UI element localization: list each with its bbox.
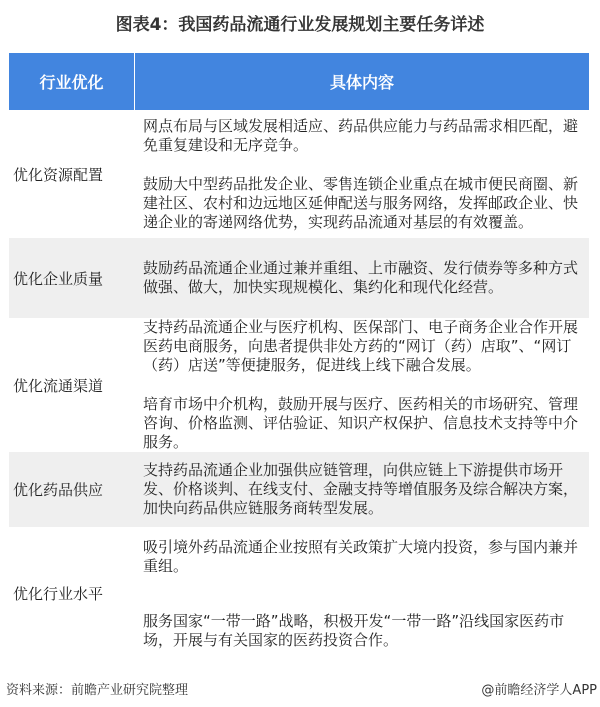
task-table	[9, 53, 589, 660]
row-item: 网点布局与区域发展相适应、药品供应能力与药品需求相匹配，避免重复建设和无序竞争。	[143, 116, 579, 154]
row-category: 优化行业水平	[13, 585, 104, 603]
row-item: 鼓励药品流通企业通过兼并重组、上市融资、发行债券等多种方式做强、做大，加快实现规模化、集约化和现代化经营。	[143, 259, 579, 296]
row-category: 优化流通渠道	[13, 376, 104, 395]
row-item: 鼓励大中型药品批发企业、零售连锁企业重点在城市便民商圈、新建社区、农村和边远地区延伸配送与服务网络，发挥邮政企业、快递企业的寄递网络优势，实现药品流通对基层的有效覆盖。	[143, 174, 579, 231]
row-category: 优化资源配置	[13, 165, 104, 184]
header-industry-optimization: 行业优化	[9, 53, 135, 110]
page-title: 图表4：我国药品流通行业发展规划主要任务详述	[115, 15, 485, 35]
row-category: 优化企业质量	[13, 269, 104, 288]
row-item: 支持药品流通企业加强供应链管理，向供应链上下游提供市场开发、价格谈判、在线支付、金融支持等增值服务及综合解决方案，加快向药品供应链服务商转型发展。	[143, 461, 579, 517]
table-row	[9, 527, 589, 660]
table-row	[9, 110, 589, 238]
table-row	[9, 452, 589, 527]
table-row	[9, 318, 589, 452]
app-credit: @前瞻经济学人APP	[481, 683, 597, 698]
row-item: 吸引境外药品流通企业按照有关政策扩大境内投资，参与国内兼并重组。	[143, 537, 579, 575]
row-item: 服务国家“一带一路”战略，积极开发“一带一路”沿线国家医药市场，开展与有关国家的医药投资合作。	[143, 611, 565, 649]
source-note: 资料来源：前瞻产业研究院整理	[6, 683, 189, 698]
table-header	[9, 53, 589, 110]
row-item: 培育市场中介机构，鼓励开展与医疗、医药相关的市场研究、管理咨询、价格监测、评估验证、知识产权保护、信息技术支持等中介服务。	[143, 395, 579, 451]
header-specific-content: 具体内容	[329, 73, 394, 92]
table-row	[9, 238, 589, 318]
row-item: 支持药品流通企业与医疗机构、医保部门、电子商务企业合作开展医药电商服务，向患者提供非处方药的“网订（药）店取”、“网订（药）店送”等便捷服务，促进线上线下融合发展。	[143, 318, 579, 374]
row-category: 优化药品供应	[13, 481, 104, 499]
